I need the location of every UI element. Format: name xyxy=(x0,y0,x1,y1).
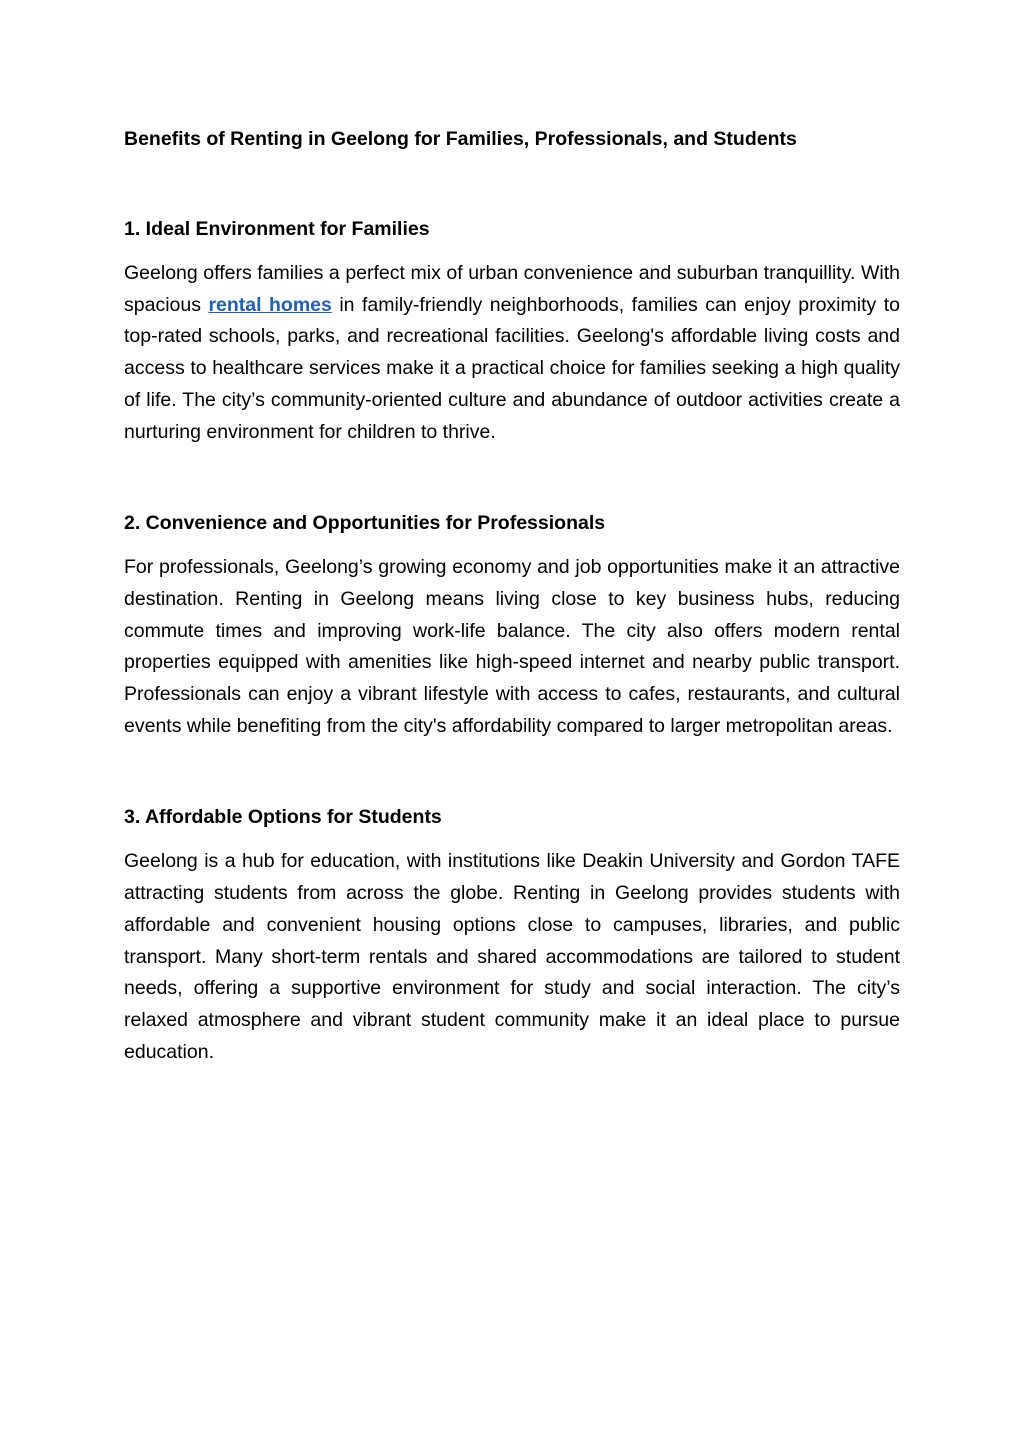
section-families xyxy=(124,214,900,448)
rental-homes-link[interactable]: rental homes xyxy=(208,293,332,316)
section-students xyxy=(124,802,900,1068)
section-body xyxy=(124,258,900,448)
section-heading: 2. Convenience and Opportunities for Professionals xyxy=(124,512,606,535)
section-body: Geelong is a hub for education, with institutions like Deakin University and Gordon TAFE attracting students from across the globe. Renting in Geelong provides students with affordable and convenient housing options close to campuses, libraries, and public transport. Many short-term rentals and shared accommodations are tailored to student needs, offering a supportive environment for study and social interaction. The city’s relaxed atmosphere and vibrant student community make it an ideal place to pursue education. xyxy=(124,850,900,1063)
body-text-before-link: Geelong offers families a perfect mix of urban convenience and suburban tranquillity. With spacious xyxy=(124,262,900,316)
section-professionals xyxy=(124,508,900,742)
document-title: Benefits of Renting in Geelong for Families, Professionals, and Students xyxy=(124,128,797,150)
section-heading: 1. Ideal Environment for Families xyxy=(124,218,430,240)
section-body: For professionals, Geelong’s growing economy and job opportunities make it an attractive destination. Renting in Geelong means living close to key business hubs, reducing commute times and improving work-life balance. The city also offers modern rental properties equipped with amenities like high-speed internet and nearby public transport. Professionals can enjoy a vibrant lifestyle with access to cafes, restaurants, and cultural events while benefiting from the city's affordability compared to larger metropolitan areas. xyxy=(124,556,900,737)
document-page xyxy=(124,124,900,1068)
section-heading: 3. Affordable Options for Students xyxy=(124,806,442,829)
body-text-after-link: in family-friendly neighborhoods, families can enjoy proximity to top-rated schools, parks, and recreational facilities. Geelong's affordable living costs and access to healthcare services make it a practical choice for families seeking a high quality of life. The city’s community-oriented culture and abundance of outdoor activities create a nurturing environment for children to thrive. xyxy=(124,293,900,443)
